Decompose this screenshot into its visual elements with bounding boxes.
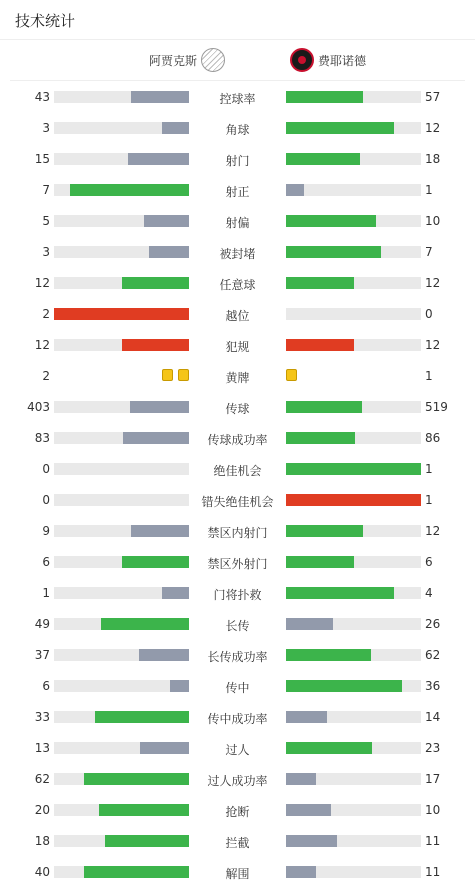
home-bar-fill: [139, 649, 189, 661]
stat-row: [0, 205, 475, 236]
home-bar-fill: [140, 742, 189, 754]
away-bar-fill: [286, 246, 381, 258]
away-value: 11: [425, 834, 441, 848]
home-bar-fill: [170, 680, 189, 692]
stat-label: 过人成功率: [207, 774, 268, 788]
home-value: 6: [42, 555, 50, 569]
stat-label: 解围: [225, 867, 250, 881]
home-bar-fill: [101, 618, 189, 630]
yellow-card-icon: [178, 369, 189, 381]
home-bar: [54, 463, 189, 475]
away-bar: [286, 215, 421, 227]
home-bar: [54, 339, 189, 351]
away-team-name: 费耶诺德: [318, 53, 367, 68]
stat-label: 越位: [225, 309, 250, 323]
away-bar: [286, 91, 421, 103]
home-bar-fill: [105, 835, 189, 847]
home-bar: [54, 680, 189, 692]
away-bar: [286, 835, 421, 847]
away-bar: [286, 649, 421, 661]
page-title: 技术统计: [15, 12, 76, 30]
away-bar-fill: [286, 587, 394, 599]
away-value: 11: [425, 865, 441, 879]
home-value: 1: [42, 586, 50, 600]
away-cards: [286, 369, 297, 381]
home-bar: [54, 525, 189, 537]
home-value: 7: [42, 183, 50, 197]
away-value: 17: [425, 772, 441, 786]
home-value: 62: [34, 772, 50, 786]
home-value: 43: [34, 90, 50, 104]
ajax-logo-icon: [201, 48, 225, 72]
home-bar: [54, 494, 189, 506]
away-bar-fill: [286, 649, 371, 661]
away-value: 36: [425, 679, 441, 693]
home-bar-fill: [122, 556, 190, 568]
away-bar-fill: [286, 122, 394, 134]
away-value: 0: [425, 307, 433, 321]
stat-row: [0, 112, 475, 143]
stat-row: [0, 174, 475, 205]
home-bar: [54, 432, 189, 444]
home-value: 33: [34, 710, 50, 724]
away-bar: [286, 773, 421, 785]
away-bar: [286, 339, 421, 351]
away-bar-fill: [286, 153, 360, 165]
away-bar: [286, 246, 421, 258]
home-bar-fill: [128, 153, 189, 165]
stat-row: [0, 391, 475, 422]
away-bar-fill: [286, 742, 372, 754]
away-value: 6: [425, 555, 433, 569]
home-value: 2: [42, 307, 50, 321]
stat-row: [0, 236, 475, 267]
home-bar: [54, 556, 189, 568]
home-bar-fill: [70, 184, 189, 196]
stat-label: 角球: [225, 123, 250, 137]
away-value: 10: [425, 803, 441, 817]
stat-label: 传球成功率: [207, 433, 268, 447]
away-value: 519: [425, 400, 448, 414]
away-value: 57: [425, 90, 441, 104]
home-bar-fill: [123, 432, 189, 444]
home-bar: [54, 804, 189, 816]
stat-label: 门将扑救: [213, 588, 262, 602]
stat-row: [0, 763, 475, 794]
stat-label: 错失绝佳机会: [201, 495, 274, 509]
away-bar-fill: [286, 804, 331, 816]
stat-label: 射正: [225, 185, 250, 199]
away-bar-fill: [286, 525, 363, 537]
home-bar-fill: [54, 308, 189, 320]
stat-label: 抢断: [225, 805, 250, 819]
home-value: 2: [42, 369, 50, 383]
away-bar-fill: [286, 339, 354, 351]
away-bar-fill: [286, 773, 316, 785]
stat-label: 禁区外射门: [207, 557, 268, 571]
stat-row: [0, 515, 475, 546]
home-value: 0: [42, 462, 50, 476]
home-value: 49: [34, 617, 50, 631]
away-bar-fill: [286, 277, 354, 289]
yellow-card-icon: [286, 369, 297, 381]
home-bar: [54, 835, 189, 847]
away-value: 1: [425, 493, 433, 507]
away-bar: [286, 866, 421, 878]
away-value: 1: [425, 183, 433, 197]
stat-row: [0, 360, 475, 391]
away-team[interactable]: [290, 48, 366, 72]
home-value: 40: [34, 865, 50, 879]
away-value: 18: [425, 152, 441, 166]
away-bar: [286, 463, 421, 475]
away-bar: [286, 804, 421, 816]
stat-row: [0, 422, 475, 453]
feyenoord-logo-icon: [290, 48, 314, 72]
stat-row: [0, 732, 475, 763]
away-value: 12: [425, 524, 441, 538]
stat-label: 长传成功率: [207, 650, 268, 664]
away-value: 23: [425, 741, 441, 755]
home-value: 403: [27, 400, 50, 414]
home-bar: [54, 773, 189, 785]
home-bar: [54, 308, 189, 320]
stat-label: 犯规: [225, 340, 250, 354]
home-value: 18: [34, 834, 50, 848]
away-value: 14: [425, 710, 441, 724]
away-bar: [286, 308, 421, 320]
home-bar-fill: [84, 866, 189, 878]
stat-row: [0, 546, 475, 577]
stat-label: 过人: [225, 743, 250, 757]
home-bar: [54, 277, 189, 289]
home-bar-fill: [130, 401, 189, 413]
home-value: 9: [42, 524, 50, 538]
away-bar-fill: [286, 494, 421, 506]
away-bar: [286, 184, 421, 196]
home-bar-fill: [131, 91, 189, 103]
home-bar-fill: [99, 804, 189, 816]
stat-label: 拦截: [225, 836, 250, 850]
stat-label: 禁区内射门: [207, 526, 268, 540]
away-bar: [286, 153, 421, 165]
stat-row: [0, 453, 475, 484]
home-bar: [54, 91, 189, 103]
away-value: 1: [425, 369, 433, 383]
stat-row: [0, 856, 475, 887]
away-value: 12: [425, 121, 441, 135]
away-value: 1: [425, 462, 433, 476]
stat-row: [0, 577, 475, 608]
home-value: 83: [34, 431, 50, 445]
stat-label: 传球: [225, 402, 250, 416]
away-value: 12: [425, 338, 441, 352]
home-value: 3: [42, 245, 50, 259]
home-bar: [54, 184, 189, 196]
home-team-name: 阿贾克斯: [148, 53, 197, 68]
home-bar: [54, 711, 189, 723]
away-bar-fill: [286, 618, 333, 630]
away-bar: [286, 401, 421, 413]
away-bar-fill: [286, 711, 327, 723]
away-bar-fill: [286, 91, 363, 103]
away-bar: [286, 711, 421, 723]
away-bar-fill: [286, 215, 376, 227]
home-bar-fill: [122, 339, 190, 351]
away-bar-fill: [286, 680, 402, 692]
home-bar: [54, 401, 189, 413]
away-value: 10: [425, 214, 441, 228]
away-value: 12: [425, 276, 441, 290]
away-bar: [286, 277, 421, 289]
home-bar: [54, 153, 189, 165]
home-team[interactable]: [149, 48, 225, 72]
home-bar-fill: [122, 277, 190, 289]
away-bar-fill: [286, 835, 337, 847]
away-bar: [286, 432, 421, 444]
stat-label: 射门: [225, 154, 250, 168]
teams-header: [10, 41, 465, 81]
home-bar: [54, 649, 189, 661]
stat-row: [0, 608, 475, 639]
home-bar-fill: [144, 215, 189, 227]
home-bar: [54, 122, 189, 134]
home-bar-fill: [95, 711, 190, 723]
home-bar: [54, 618, 189, 630]
stat-row: [0, 794, 475, 825]
stat-label: 绝佳机会: [213, 464, 262, 478]
stat-label: 控球率: [219, 92, 256, 106]
away-bar: [286, 680, 421, 692]
away-bar-fill: [286, 866, 316, 878]
away-bar-fill: [286, 463, 421, 475]
home-value: 15: [34, 152, 50, 166]
home-bar: [54, 742, 189, 754]
home-value: 12: [34, 338, 50, 352]
stat-label: 传中: [225, 681, 250, 695]
away-value: 62: [425, 648, 441, 662]
home-bar-fill: [84, 773, 189, 785]
home-value: 3: [42, 121, 50, 135]
away-bar: [286, 122, 421, 134]
home-value: 37: [34, 648, 50, 662]
stat-row: [0, 484, 475, 515]
stat-label: 射偏: [225, 216, 250, 230]
away-bar: [286, 494, 421, 506]
stat-row: [0, 81, 475, 112]
home-value: 13: [34, 741, 50, 755]
home-bar-fill: [162, 122, 189, 134]
stat-label: 被封堵: [219, 247, 256, 261]
stat-row: [0, 639, 475, 670]
home-value: 20: [34, 803, 50, 817]
away-value: 86: [425, 431, 441, 445]
home-bar: [54, 246, 189, 258]
away-bar: [286, 525, 421, 537]
home-bar: [54, 866, 189, 878]
away-value: 26: [425, 617, 441, 631]
stat-label: 黄牌: [225, 371, 250, 385]
home-bar-fill: [162, 587, 189, 599]
home-value: 6: [42, 679, 50, 693]
home-bar-fill: [131, 525, 189, 537]
away-bar: [286, 618, 421, 630]
stat-row: [0, 329, 475, 360]
away-bar-fill: [286, 401, 362, 413]
header: [0, 0, 475, 40]
away-bar: [286, 556, 421, 568]
stat-row: [0, 825, 475, 856]
away-bar: [286, 587, 421, 599]
stat-row: [0, 267, 475, 298]
away-bar: [286, 742, 421, 754]
yellow-card-icon: [162, 369, 173, 381]
home-cards: [162, 369, 189, 381]
stat-row: [0, 670, 475, 701]
away-bar-fill: [286, 184, 304, 196]
home-value: 12: [34, 276, 50, 290]
away-bar-fill: [286, 556, 354, 568]
away-value: 7: [425, 245, 433, 259]
home-bar-fill: [149, 246, 190, 258]
stat-label: 任意球: [219, 278, 256, 292]
stat-row: [0, 143, 475, 174]
home-value: 0: [42, 493, 50, 507]
home-bar: [54, 587, 189, 599]
stat-row: [0, 298, 475, 329]
home-bar: [54, 215, 189, 227]
stat-label: 传中成功率: [207, 712, 268, 726]
stat-label: 长传: [225, 619, 250, 633]
away-value: 4: [425, 586, 433, 600]
stat-row: [0, 701, 475, 732]
away-bar-fill: [286, 432, 355, 444]
home-value: 5: [42, 214, 50, 228]
stats-list: [0, 81, 475, 887]
